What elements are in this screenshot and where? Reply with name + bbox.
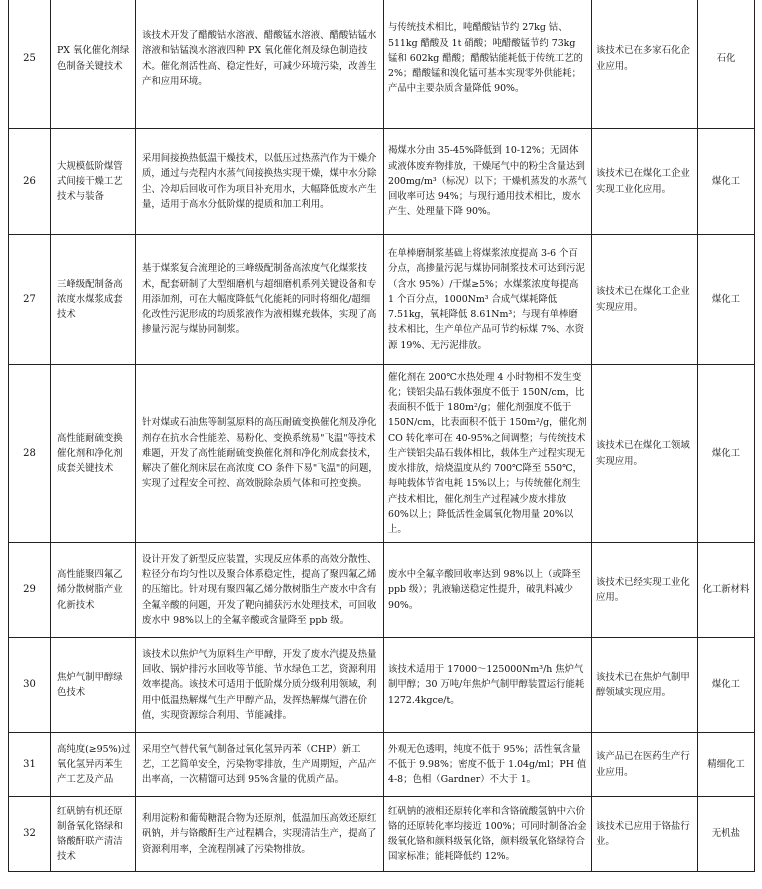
industry-field: 煤化工 bbox=[698, 235, 755, 365]
technology-description: 该技术开发了醋酸钴水溶液、醋酸锰水溶液、醋酸钴锰水溶液和钴锰溴水溶液四种 PX 氧化催化剂及绿色制造技术。催化剂活性高、稳定性好，可减少环境污染，改善生产和应用环境。 bbox=[136, 0, 384, 129]
application-status: 该产品已在医药生产行业应用。 bbox=[592, 733, 698, 797]
row-number: 32 bbox=[9, 797, 51, 872]
technology-effect: 与传统技术相比，吨醋酸钴节约 27kg 钴、511kg 醋酸及 1t 硝酸；吨醋酸锰节约 73kg 锰和 602kg 醋酸；醋酸钴能耗低于传统工艺的 2%；醋酸锰和溴化锰可基本实现零外供能耗；产品中主要杂质含量降低 90%。 bbox=[384, 0, 592, 129]
table-row bbox=[9, 365, 755, 543]
application-status: 该技术已在煤化工企业实现应用。 bbox=[592, 235, 698, 365]
technology-description: 基于煤浆复合流理论的三峰级配制备高浓度气化煤浆技术，配套研制了大型细磨机与超细磨机系列关键设备和专用添加剂，可在大幅度降低气化能耗的同时将细化/超细化改性污泥形成的均质浆液作为液相媒充载体，实现了高掺量污泥与煤协同制浆。 bbox=[136, 235, 384, 365]
row-number: 28 bbox=[9, 365, 51, 543]
table-row bbox=[9, 0, 755, 129]
table-row bbox=[9, 733, 755, 797]
technology-name: 大规模低阶煤管式间接干燥工艺技术与装备 bbox=[51, 129, 136, 235]
technology-description: 采用空气替代氧气制备过氧化氢异丙苯（CHP）新工艺，工艺简单安全，污染物零排放，生产周期短，产品产出率高，一次精馏可达到 95%含量的优质产品。 bbox=[136, 733, 384, 797]
technology-name: 高性能耐硫变换催化剂和净化剂成套关键技术 bbox=[51, 365, 136, 543]
technology-effect: 在单棒磨制浆基础上将煤浆浓度提高 3-6 个百分点，高掺量污泥与煤协同制浆技术可达到污泥（含水 95%）/干煤≥5%；水煤浆浓度每提高 1 个百分点，1000Nm³ 合成气煤耗降低 7.51kg，氧耗降低 8.61Nm³；与现有单棒磨技术相比，生产单位产品可节约标煤 7%、水资源 19%、无污泥排放。 bbox=[384, 235, 592, 365]
industry-field: 石化 bbox=[698, 0, 755, 129]
technology-name: 高性能聚四氟乙烯分散树脂产业化新技术 bbox=[51, 543, 136, 638]
industry-field: 化工新材料 bbox=[698, 543, 755, 638]
industry-field: 煤化工 bbox=[698, 129, 755, 235]
row-number: 27 bbox=[9, 235, 51, 365]
industry-field: 煤化工 bbox=[698, 365, 755, 543]
row-number: 31 bbox=[9, 733, 51, 797]
row-number: 26 bbox=[9, 129, 51, 235]
table-row bbox=[9, 235, 755, 365]
technology-name: 三峰级配制备高浓度水煤浆成套技术 bbox=[51, 235, 136, 365]
application-status: 该技术已在煤化工企业实现工业化应用。 bbox=[592, 129, 698, 235]
industry-field: 煤化工 bbox=[698, 638, 755, 733]
technology-name: 焦炉气制甲醇绿色技术 bbox=[51, 638, 136, 733]
table-row bbox=[9, 129, 755, 235]
technology-name: 红矾钠有机还原制备氧化铬绿和铬酸酐联产清洁技术 bbox=[51, 797, 136, 872]
row-number: 25 bbox=[9, 0, 51, 129]
industry-field: 精细化工 bbox=[698, 733, 755, 797]
technology-effect: 废水中全氟辛酸回收率达到 98%以上（或降至 ppb 级）；乳液输送稳定性提升，破乳料减少 90%。 bbox=[384, 543, 592, 638]
technology-effect: 该技术适用于 17000～125000Nm³/h 焦炉气制甲醇；30 万吨/年焦炉气制甲醇装置运行能耗 1272.4kgce/t。 bbox=[384, 638, 592, 733]
technology-description: 利用淀粉和葡萄糖混合物为还原剂，低温加压高效还原红矾钠，并与铬酸酐生产过程耦合，实现清洁生产，提高了资源利用率，全流程削减了污染物排放。 bbox=[136, 797, 384, 872]
row-number: 29 bbox=[9, 543, 51, 638]
technology-effect: 催化剂在 200℃水热处理 4 小时物相不发生变化；镁铝尖晶石载体强度不低于 150N/cm，比表面积不低于 180m²/g；催化剂强度不低于 150N/cm，比表面积不低于 150m²/g，催化剂 CO 转化率可在 40-95%之间调整；与传统技术生产镁铝尖晶石载体相比，载体生产过程实现无废水排放，焙烧温度从约 700℃降至 550℃，每吨载体节省电耗 15%以上；与传统催化剂生产技术相比，催化剂生产过程减少废水排放 60%以上；降低活性金属氧化物用量 20%以上。 bbox=[384, 365, 592, 543]
application-status: 该技术已在焦炉气制甲醇领域实现应用。 bbox=[592, 638, 698, 733]
technology-effect: 褐煤水分由 35-45%降低到 10-12%；无固体或液体废弃物排放，干燥尾气中的粉尘含量达到 200mg/m³（标况）以下；干燥机蒸发的水蒸气回收率可达 94%；与现行通用技术相比，废水产生、处理量下降 90%。 bbox=[384, 129, 592, 235]
table-row bbox=[9, 797, 755, 872]
row-number: 30 bbox=[9, 638, 51, 733]
technology-name: 高纯度(≥95%)过氧化氢异丙苯生产工艺及产品 bbox=[51, 733, 136, 797]
technology-effect: 外观无色透明，纯度不低于 95%；活性氧含量不低于 9.98%；密度不低于 1.04g/ml；PH 值 4-8；色相（Gardner）不大于 1。 bbox=[384, 733, 592, 797]
technology-table bbox=[8, 0, 755, 872]
application-status: 该技术已在煤化工领域实现应用。 bbox=[592, 365, 698, 543]
technology-description: 设计开发了新型反应装置，实现反应体系的高效分散性、粒径分布均匀性以及聚合体系稳定性，提高了聚四氟乙烯的压缩比。针对现有聚四氟乙烯分散树脂生产废水中含有全氟辛酸的问题，开发了靶向捕获污水处理技术，可回收废水中 98%以上的全氟辛酸或含量降至 ppb 级。 bbox=[136, 543, 384, 638]
technology-description: 采用间接换热低温干燥技术，以低压过热蒸汽作为干燥介质，通过与壳程内水蒸气间接换热实现干燥，煤中水分除尘、冷却后回收可作为项目补充用水，大幅降低废水产生量，适用于高水分低阶煤的提质和加工利用。 bbox=[136, 129, 384, 235]
table-row bbox=[9, 638, 755, 733]
technology-effect: 红矾钠的液相还原转化率和含铬硫酸氢钠中六价铬的还原转化率均接近 100%；可同时制备冶金级氧化铬和颜料级氧化铬，颜料级氧化铬绿符合国家标准；能耗降低约 12%。 bbox=[384, 797, 592, 872]
technology-description: 该技术以焦炉气为原料生产甲醇，开发了废水汽提及热量回收、锅炉排污水回收等节能、节水绿色工艺，资源利用效率提高。该技术可适用于低阶煤分质分级利用领域，利用中低温热解煤气生产甲醇产品，发挥热解煤气潜在价值，实现资源综合利用、节能减排。 bbox=[136, 638, 384, 733]
application-status: 该技术已经实现工业化应用。 bbox=[592, 543, 698, 638]
application-status: 该技术已应用于铬盐行业。 bbox=[592, 797, 698, 872]
technology-description: 针对煤或石油焦等制氢原料的高压耐硫变换催化剂及净化剂存在抗水合性能差、易粉化、变换系统易"飞温"等技术难题，开发了高性能耐硫变换催化剂和净化剂成套技术，解决了催化剂床层在高浓度 CO 条件下易"飞温"的问题，实现了过程安全可控、高效脱除杂质气体和可控变换。 bbox=[136, 365, 384, 543]
application-status: 该技术已在多家石化企业应用。 bbox=[592, 0, 698, 129]
industry-field: 无机盐 bbox=[698, 797, 755, 872]
technology-name: PX 氧化催化剂绿色制备关键技术 bbox=[51, 0, 136, 129]
table-row bbox=[9, 543, 755, 638]
